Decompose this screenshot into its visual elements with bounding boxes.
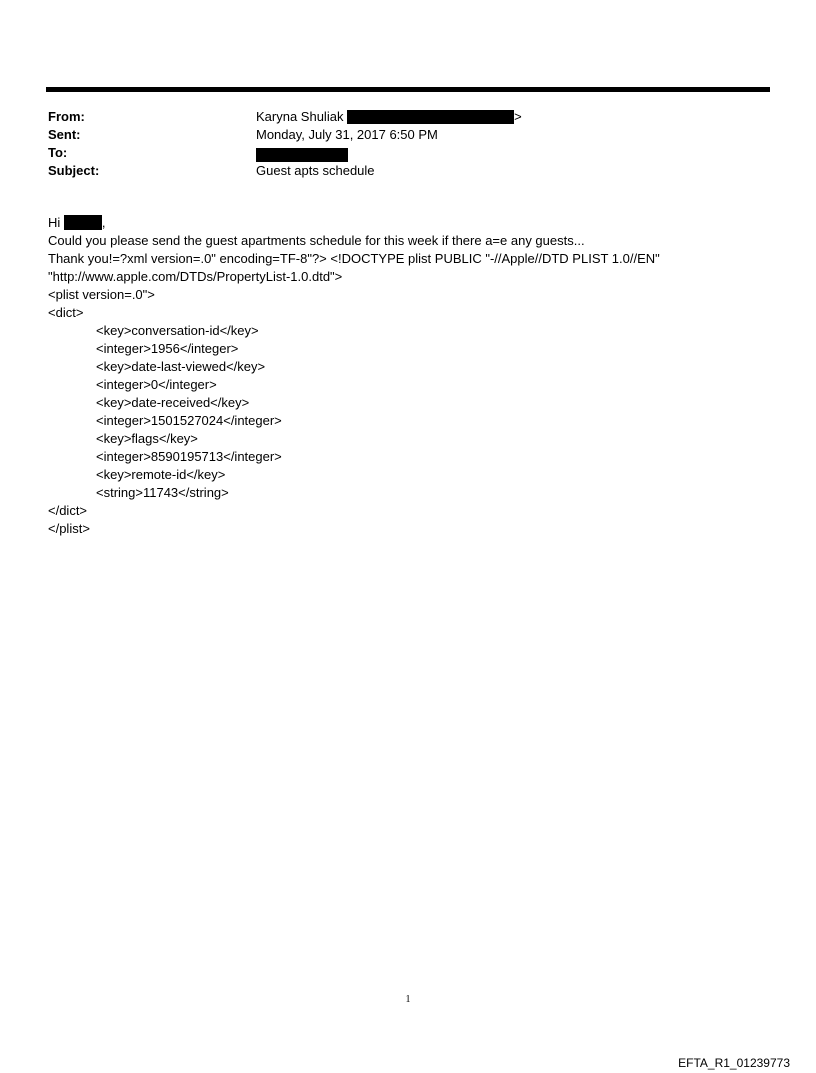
from-label: From: <box>48 109 85 124</box>
to-label: To: <box>48 145 68 160</box>
redacted-recipient <box>256 148 348 162</box>
subject-value: Guest apts schedule <box>256 163 375 178</box>
dict-line: <string>11743</string> <box>96 485 229 500</box>
document-id: EFTA_R1_01239773 <box>678 1056 790 1070</box>
email-close-bracket: > <box>514 109 522 124</box>
page-number: 1 <box>405 994 411 1005</box>
dict-line: <integer>1956</integer> <box>96 341 239 356</box>
closing-line: </dict> <box>48 503 88 518</box>
sent-value: Monday, July 31, 2017 6:50 PM <box>256 127 438 142</box>
dict-line: <key>conversation-id</key> <box>96 323 259 338</box>
subject-label: Subject: <box>48 163 100 178</box>
body-line: Could you please send the guest apartments schedule for this week if there a=e any guests... <box>48 233 585 248</box>
subject-row <box>48 162 748 180</box>
dict-line: <key>date-last-viewed</key> <box>96 359 266 374</box>
body-line: <dict> <box>48 305 84 320</box>
sent-row <box>48 126 748 144</box>
redacted-name <box>64 215 102 230</box>
dict-line: <integer>0</integer> <box>96 377 217 392</box>
redacted-email <box>347 110 514 124</box>
body-line: "http://www.apple.com/DTDs/PropertyList-1.0.dtd"> <box>48 269 343 284</box>
dict-line: <key>flags</key> <box>96 431 198 446</box>
greeting-suffix: , <box>101 215 106 230</box>
to-row <box>48 144 748 162</box>
header-rule <box>46 87 770 92</box>
sent-label: Sent: <box>48 127 81 142</box>
dict-line: <key>remote-id</key> <box>96 467 226 482</box>
from-value <box>256 108 522 126</box>
dict-line: <integer>1501527024</integer> <box>96 413 282 428</box>
from-row <box>48 108 748 126</box>
greeting <box>48 214 788 232</box>
email-header <box>48 108 748 180</box>
body-line: Thank you!=?xml version=.0" encoding=TF-8"?> <!DOCTYPE plist PUBLIC "-//Apple//DTD PLIST 1.0//EN" <box>48 251 660 266</box>
dict-line: <integer>8590195713</integer> <box>96 449 282 464</box>
email-body <box>48 214 788 538</box>
closing-line: </plist> <box>48 521 90 536</box>
greeting-prefix: Hi <box>48 215 64 230</box>
sender-name: Karyna Shuliak <box>256 109 344 124</box>
body-line: <plist version=.0"> <box>48 287 155 302</box>
dict-line: <key>date-received</key> <box>96 395 250 410</box>
